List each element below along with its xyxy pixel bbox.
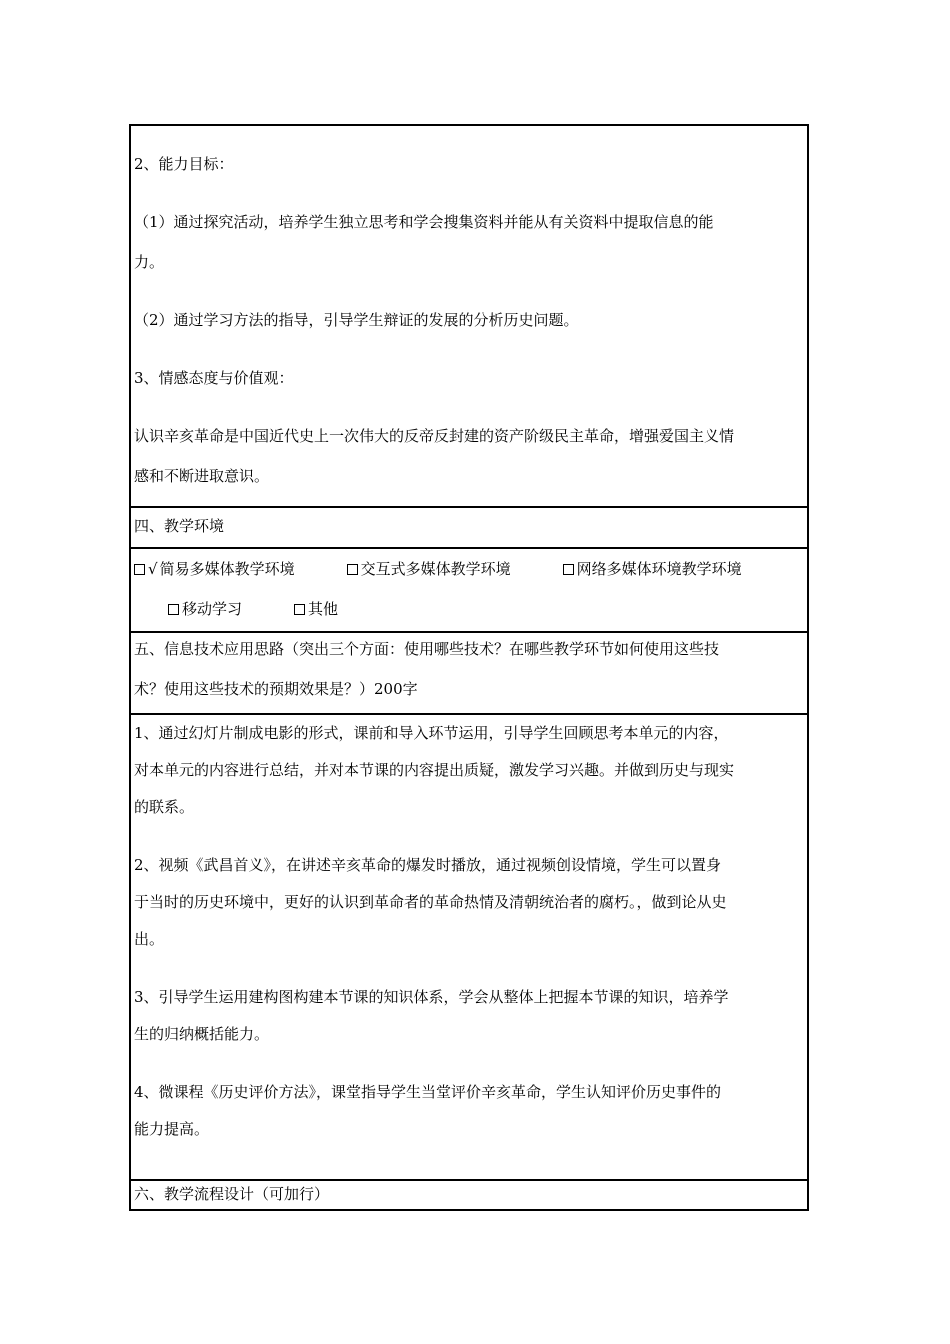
- checkbox-icon[interactable]: [134, 564, 145, 575]
- option-simple-multimedia[interactable]: [134, 559, 295, 579]
- tech-content-cell: [131, 715, 807, 1181]
- tech-heading-line-1: 五、信息技术应用思路（突出三个方面：使用哪些技术？在哪些教学环节如何使用这些技: [134, 640, 720, 658]
- flow-heading-cell: [131, 1181, 807, 1209]
- ability-goal-item-2: （2）通过学习方法的指导，引导学生辩证的发展的分析历史问题。: [134, 311, 579, 329]
- option-label: 移动学习: [182, 600, 243, 618]
- option-label: 其他: [308, 600, 339, 618]
- goals-cell: [131, 126, 807, 508]
- tech-item-3-line-2: 生的归纳概括能力。: [134, 1025, 270, 1043]
- tech-heading-line-2: 术？使用这些技术的预期效果是？）200字: [134, 680, 418, 698]
- option-other[interactable]: [294, 599, 338, 619]
- checkbox-icon[interactable]: [563, 564, 574, 575]
- tech-heading-cell: [131, 633, 807, 715]
- checkmark-icon: √: [148, 560, 158, 578]
- tech-item-1-line-1: 1、通过幻灯片制成电影的形式，课前和导入环节运用，引导学生回顾思考本单元的内容，: [134, 724, 729, 742]
- option-mobile-learning[interactable]: [168, 599, 242, 619]
- emotion-goal-heading: 3、情感态度与价值观：: [134, 369, 294, 387]
- option-label: 交互式多媒体教学环境: [360, 560, 511, 578]
- option-interactive-multimedia[interactable]: [347, 559, 511, 579]
- tech-item-2-line-1: 2、视频《武昌首义》，在讲述辛亥革命的爆发时播放，通过视频创设情境，学生可以置身: [134, 856, 722, 874]
- environment-heading-cell: [131, 508, 807, 549]
- checkbox-icon[interactable]: [294, 604, 305, 615]
- ability-goal-item-1-line-1: （1）通过探究活动，培养学生独立思考和学会搜集资料并能从有关资料中提取信息的能: [134, 213, 714, 231]
- environment-options-row-2: [134, 599, 803, 619]
- option-label: 简易多媒体教学环境: [159, 560, 295, 578]
- tech-item-1-line-2: 对本单元的内容进行总结，并对本节课的内容提出质疑，激发学习兴趣。并做到历史与现实: [134, 761, 735, 779]
- tech-item-4-line-1: 4、微课程《历史评价方法》，课堂指导学生当堂评价辛亥革命，学生认知评价历史事件的: [134, 1083, 722, 1101]
- tech-item-4-line-2: 能力提高。: [134, 1120, 210, 1138]
- emotion-goal-line-1: 认识辛亥革命是中国近代史上一次伟大的反帝反封建的资产阶级民主革命，增强爱国主义情: [134, 427, 735, 445]
- ability-goal-heading: 2、能力目标：: [134, 155, 234, 173]
- checkbox-icon[interactable]: [168, 604, 179, 615]
- option-label: 网络多媒体环境教学环境: [576, 560, 742, 578]
- checkbox-icon[interactable]: [347, 564, 358, 575]
- tech-item-2-line-2: 于当时的历史环境中，更好的认识到革命者的革命热情及清朝统治者的腐朽。，做到论从史: [134, 893, 727, 911]
- flow-heading: 六、教学流程设计（可加行）: [134, 1185, 330, 1203]
- tech-item-3-line-1: 3、引导学生运用建构图构建本节课的知识体系，学会从整体上把握本节课的知识，培养学: [134, 988, 729, 1006]
- environment-options-cell: [131, 549, 807, 633]
- emotion-goal-line-2: 感和不断进取意识。: [134, 467, 270, 485]
- tech-item-1-line-3: 的联系。: [134, 798, 195, 816]
- environment-options-row-1: [134, 559, 803, 579]
- ability-goal-item-1-line-2: 力。: [134, 253, 165, 271]
- tech-item-2-line-3: 出。: [134, 930, 165, 948]
- environment-heading: 四、教学环境: [134, 517, 225, 535]
- lesson-plan-table: [129, 124, 809, 1211]
- option-network-multimedia[interactable]: [563, 559, 742, 579]
